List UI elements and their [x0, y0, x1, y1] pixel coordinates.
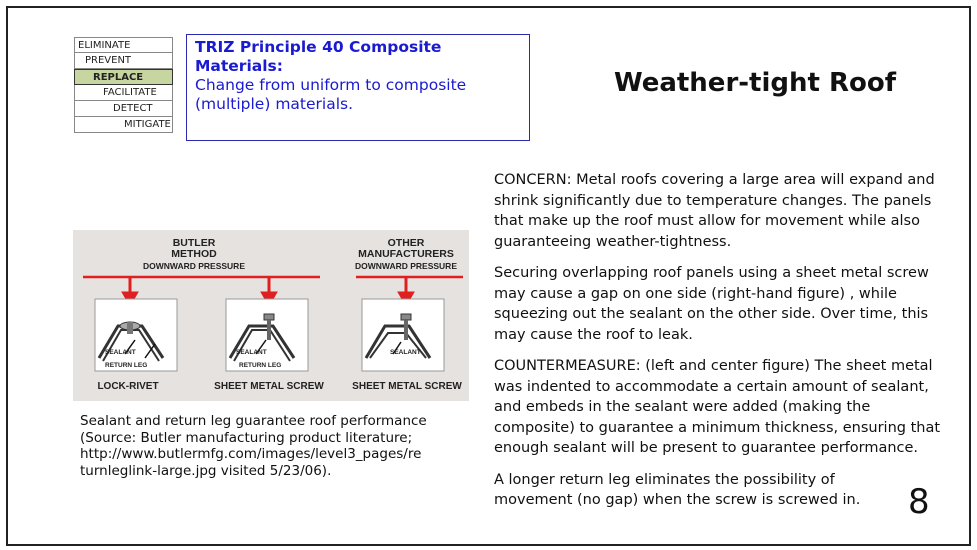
- hierarchy-item-facilitate: FACILITATE: [74, 85, 173, 101]
- principle-box: [186, 34, 530, 141]
- hierarchy-ladder: [74, 37, 173, 133]
- slide-title: Weather-tight Roof: [613, 68, 897, 98]
- figure-label-lock-rivet: LOCK-RIVET: [97, 381, 159, 392]
- figure-right-header-1: OTHER: [387, 237, 425, 249]
- figure-caption: Sealant and return leg guarantee roof performance (Source: Butler manufacturing product literature; http://www.butlermfg.com/images/level3_pages/re turnleglink-large.jpg visited 5/23/06).: [80, 413, 427, 479]
- return-leg-label: RETURN LEG: [105, 362, 148, 369]
- screw-paragraph: Securing overlapping roof panels using a sheet metal screw may cause a gap on one side (right-hand figure) , while squeezing out the sealant on the other side. Over time, this may cause the roof to leak.: [494, 265, 929, 343]
- hierarchy-item-prevent: PREVENT: [74, 53, 173, 69]
- countermeasure-paragraph: COUNTERMEASURE: (left and center figure) The sheet metal was indented to accommodate a certain amount of sealant, and embeds in the sealant were added (making the composite) to guarantee a minimum thickness, ensuring that enough sealant will be present to guarantee performance.: [494, 358, 941, 456]
- principle-text: Change from uniform to composite (multiple) materials.: [195, 76, 467, 113]
- roof-panel-figure: [73, 230, 469, 401]
- principle-heading: TRIZ Principle 40 Composite Materials:: [195, 38, 442, 75]
- sealant-label: SEALANT: [105, 349, 136, 356]
- concern-paragraph: CONCERN: Metal roofs covering a large area will expand and shrink significantly due to temperature changes. The panels that make up the roof must allow for movement while also guaranteeing weather-tightness.: [494, 172, 935, 250]
- panel-screw-other: [362, 299, 444, 371]
- body-text: [494, 170, 942, 522]
- hierarchy-item-replace: REPLACE: [74, 69, 173, 85]
- figure-left-sub: DOWNWARD PRESSURE: [142, 261, 246, 271]
- return-leg-label: RETURN LEG: [239, 362, 282, 369]
- page-number: 8: [908, 482, 930, 522]
- sealant-label: SEALANT: [390, 349, 421, 356]
- sealant-label: SEALANT: [236, 349, 267, 356]
- figure-label-screw-1: SHEET METAL SCREW: [214, 381, 324, 392]
- figure-left-header-1: BUTLER: [172, 237, 216, 249]
- figure-right-header-2: MANUFACTURERS: [358, 248, 454, 260]
- panel-screw-butler: [226, 299, 308, 371]
- figure-label-screw-2: SHEET METAL SCREW: [352, 381, 462, 392]
- hierarchy-item-eliminate: ELIMINATE: [74, 37, 173, 53]
- hierarchy-item-mitigate: MITIGATE: [74, 117, 173, 133]
- hierarchy-item-detect: DETECT: [74, 101, 173, 117]
- figure-left-header-2: METHOD: [171, 248, 217, 260]
- panel-lock-rivet: [95, 299, 177, 371]
- return-leg-paragraph: A longer return leg eliminates the possibility of movement (no gap) when the screw is screwed in.: [494, 471, 861, 508]
- figure-right-sub: DOWNWARD PRESSURE: [354, 261, 458, 271]
